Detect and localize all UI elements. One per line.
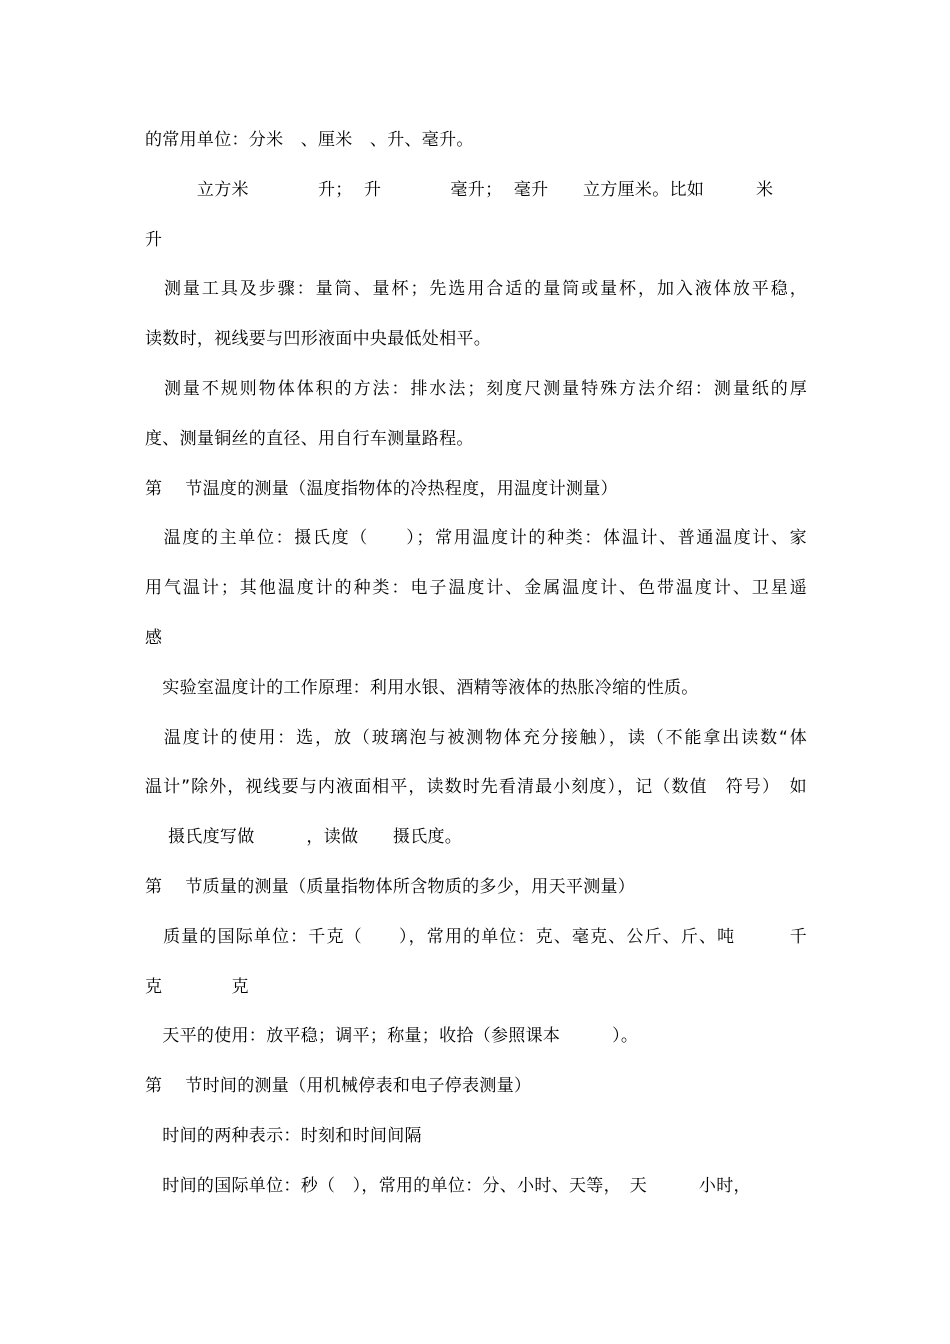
text-line-1: 的常用单位：分米 、厘米 、升、毫升。 — [145, 130, 474, 150]
text-line-18: 克 克 — [145, 977, 249, 997]
text-line-4: 测量工具及步骤：量筒、量杯；先选用合适的量筒或量杯，加入液体放平稳， — [145, 279, 807, 299]
text-line-21: 时间的两种表示：时刻和时间间隔 — [145, 1126, 422, 1146]
text-line-3: 升 — [145, 230, 163, 250]
text-line-11: 感 — [145, 628, 163, 648]
text-line-14: 温计”除外，视线要与内液面相平，读数时先看清最小刻度），记（数值 符号） 如 — [145, 777, 807, 797]
text-line-22: 时间的国际单位：秒（ ），常用的单位：分、小时、天等， 天 小时， — [145, 1176, 751, 1196]
text-line-10: 用气温计；其他温度计的种类：电子温度计、金属温度计、色带温度计、卫星遥 — [145, 578, 807, 598]
text-line-15: 摄氏度写做 ，读做 摄氏度。 — [145, 827, 463, 847]
text-line-7: 度、测量铜丝的直径、用自行车测量路程。 — [145, 429, 474, 449]
text-line-6: 测量不规则物体体积的方法：排水法；刻度尺测量特殊方法介绍：测量纸的厚 — [145, 379, 807, 399]
text-line-19: 天平的使用：放平稳；调平；称量；收拾（参照课本 ）。 — [145, 1026, 639, 1046]
text-line-9: 温度的主单位：摄氏度（ ）；常用温度计的种类：体温计、普通温度计、家 — [145, 528, 807, 548]
section-heading-mass: 第 节质量的测量（质量指物体所含物质的多少，用天平测量） — [145, 877, 636, 897]
text-line-13: 温度计的使用：选，放（玻璃泡与被测物体充分接触），读（不能拿出读数“体 — [145, 728, 807, 748]
section-heading-temperature: 第 节温度的测量（温度指物体的冷热程度，用温度计测量） — [145, 479, 618, 499]
text-line-12: 实验室温度计的工作原理：利用水银、酒精等液体的热胀冷缩的性质。 — [145, 678, 699, 698]
text-line-2: 立方米 升； 升 毫升； 毫升 立方厘米。比如 米 — [145, 180, 774, 200]
section-heading-time: 第 节时间的测量（用机械停表和电子停表测量） — [145, 1076, 532, 1096]
text-line-17: 质量的国际单位：千克（ ），常用的单位：克、毫克、公斤、斤、吨 千 — [145, 927, 807, 947]
text-line-5: 读数时，视线要与凹形液面中央最低处相平。 — [145, 329, 491, 349]
